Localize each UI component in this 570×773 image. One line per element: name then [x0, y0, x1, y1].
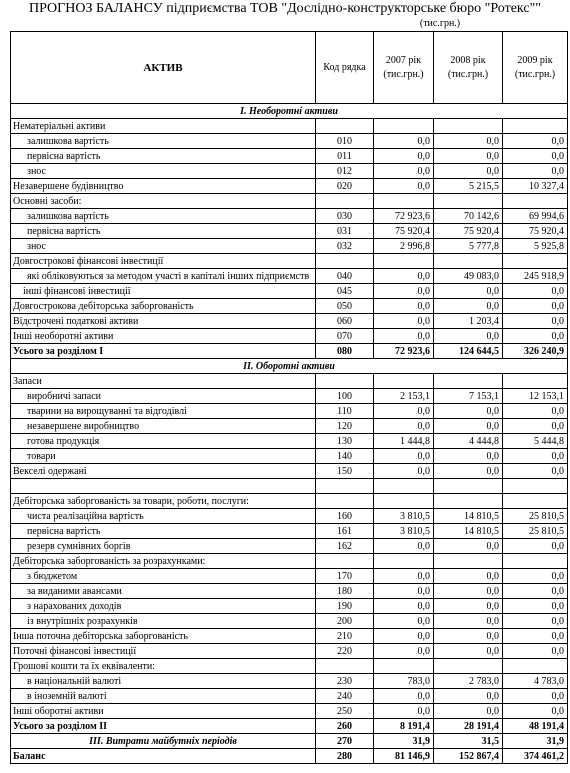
value-2009: 5 444,8 — [503, 434, 568, 449]
row-label: Незавершене будівництво — [11, 179, 316, 194]
value-2007: 0,0 — [374, 269, 434, 284]
table-row — [11, 269, 568, 284]
row-code: 260 — [316, 719, 374, 734]
table-row — [11, 644, 568, 659]
value-2007: 0,0 — [374, 689, 434, 704]
value-2008: 0,0 — [434, 449, 503, 464]
value-2009: 0,0 — [503, 419, 568, 434]
row-code: 161 — [316, 524, 374, 539]
table-row — [11, 344, 568, 359]
header-2007: 2007 рік (тис.грн.) — [374, 32, 434, 104]
value-2009: 0,0 — [503, 569, 568, 584]
table-row — [11, 659, 568, 674]
header-2009: 2009 рік (тис.грн.) — [503, 32, 568, 104]
document-title: ПРОГНОЗ БАЛАНСУ підприємства ТОВ "Дослідно-конструкторське бюро "Ротекс"" — [28, 1, 542, 16]
value-2009: 12 153,1 — [503, 389, 568, 404]
table-row — [11, 539, 568, 554]
row-label: Усього за розділом II — [11, 719, 316, 734]
row-label: Інші оборотні активи — [11, 704, 316, 719]
value-2008: 28 191,4 — [434, 719, 503, 734]
value-2007: 0,0 — [374, 329, 434, 344]
value-2009 — [503, 479, 568, 494]
value-2007: 0,0 — [374, 464, 434, 479]
row-code: 150 — [316, 464, 374, 479]
table-row — [11, 359, 568, 374]
value-2009 — [503, 374, 568, 389]
row-label: Дебіторська заборгованість за товари, роботи, послуги: — [11, 494, 316, 509]
value-2007 — [374, 194, 434, 209]
value-2007: 0,0 — [374, 584, 434, 599]
table-body — [11, 104, 568, 764]
row-code: 240 — [316, 689, 374, 704]
value-2009: 0,0 — [503, 539, 568, 554]
value-2007: 0,0 — [374, 704, 434, 719]
table-row — [11, 374, 568, 389]
value-2009: 0,0 — [503, 704, 568, 719]
row-code — [316, 554, 374, 569]
value-2009: 0,0 — [503, 149, 568, 164]
value-2007: 0,0 — [374, 164, 434, 179]
value-2007: 0,0 — [374, 299, 434, 314]
row-label: залишкова вартість — [11, 134, 316, 149]
value-2007: 783,0 — [374, 674, 434, 689]
table-row — [11, 254, 568, 269]
table-row — [11, 599, 568, 614]
row-label: в національній валюті — [11, 674, 316, 689]
table-row — [11, 314, 568, 329]
value-2007 — [374, 554, 434, 569]
header-2008: 2008 рік (тис.грн.) — [434, 32, 503, 104]
row-label: первісна вартість — [11, 224, 316, 239]
row-label: інші фінансові інвестиції — [11, 284, 316, 299]
value-2007: 0,0 — [374, 599, 434, 614]
row-label: Основні засоби: — [11, 194, 316, 209]
value-2008: 124 644,5 — [434, 344, 503, 359]
value-2007: 0,0 — [374, 134, 434, 149]
table-row — [11, 734, 568, 749]
value-2007: 75 920,4 — [374, 224, 434, 239]
table-row — [11, 434, 568, 449]
value-2009: 245 918,9 — [503, 269, 568, 284]
row-label: тварини на вирощуванні та відгодівлі — [11, 404, 316, 419]
value-2007: 0,0 — [374, 614, 434, 629]
value-2007: 3 810,5 — [374, 509, 434, 524]
row-label: чиста реалізаційна вартість — [11, 509, 316, 524]
value-2008: 0,0 — [434, 149, 503, 164]
table-row — [11, 404, 568, 419]
value-2007: 31,9 — [374, 734, 434, 749]
value-2008 — [434, 659, 503, 674]
value-2008: 1 203,4 — [434, 314, 503, 329]
value-2009: 0,0 — [503, 629, 568, 644]
row-code — [316, 254, 374, 269]
header-activ: АКТИВ — [11, 32, 316, 104]
value-2007: 0,0 — [374, 569, 434, 584]
table-row — [11, 614, 568, 629]
value-2008: 7 153,1 — [434, 389, 503, 404]
row-code: 080 — [316, 344, 374, 359]
row-code: 020 — [316, 179, 374, 194]
row-code: 100 — [316, 389, 374, 404]
value-2009: 10 327,4 — [503, 179, 568, 194]
header-code: Код рядка — [316, 32, 374, 104]
row-code: 170 — [316, 569, 374, 584]
table-row — [11, 329, 568, 344]
value-2007: 0,0 — [374, 149, 434, 164]
value-2008 — [434, 494, 503, 509]
value-2007 — [374, 374, 434, 389]
table-row — [11, 479, 568, 494]
row-label: первісна вартість — [11, 524, 316, 539]
table-row — [11, 104, 568, 119]
value-2008 — [434, 254, 503, 269]
table-row — [11, 419, 568, 434]
value-2007 — [374, 494, 434, 509]
value-2008: 0,0 — [434, 629, 503, 644]
value-2007: 72 923,6 — [374, 344, 434, 359]
row-label: в іноземній валюті — [11, 689, 316, 704]
value-2009: 48 191,4 — [503, 719, 568, 734]
row-code — [316, 119, 374, 134]
unit-label: (тис.грн.) — [419, 18, 461, 29]
table-row — [11, 704, 568, 719]
row-code: 120 — [316, 419, 374, 434]
table-row — [11, 524, 568, 539]
value-2008: 0,0 — [434, 704, 503, 719]
row-code: 220 — [316, 644, 374, 659]
row-code: 160 — [316, 509, 374, 524]
value-2009: 0,0 — [503, 404, 568, 419]
row-code: 045 — [316, 284, 374, 299]
value-2007: 0,0 — [374, 179, 434, 194]
value-2007: 72 923,6 — [374, 209, 434, 224]
table-row — [11, 239, 568, 254]
value-2007 — [374, 119, 434, 134]
value-2007 — [374, 659, 434, 674]
row-code: 070 — [316, 329, 374, 344]
value-2009: 75 920,4 — [503, 224, 568, 239]
table-row — [11, 194, 568, 209]
value-2008: 0,0 — [434, 599, 503, 614]
value-2008: 0,0 — [434, 464, 503, 479]
row-code: 250 — [316, 704, 374, 719]
value-2009: 0,0 — [503, 614, 568, 629]
value-2009: 374 461,2 — [503, 749, 568, 764]
row-label: із внутрішніх розрахунків — [11, 614, 316, 629]
value-2008: 5 777,8 — [434, 239, 503, 254]
row-label: III. Витрати майбутніх періодів — [11, 734, 316, 749]
table-row — [11, 449, 568, 464]
value-2009: 0,0 — [503, 284, 568, 299]
row-code: 012 — [316, 164, 374, 179]
row-label: Запаси — [11, 374, 316, 389]
value-2007: 0,0 — [374, 284, 434, 299]
value-2009 — [503, 194, 568, 209]
row-code — [316, 479, 374, 494]
row-label: з бюджетом — [11, 569, 316, 584]
table-row — [11, 629, 568, 644]
value-2009: 0,0 — [503, 644, 568, 659]
value-2008: 75 920,4 — [434, 224, 503, 239]
table-row — [11, 749, 568, 764]
table-row — [11, 464, 568, 479]
row-label: виробничі запаси — [11, 389, 316, 404]
row-code: 010 — [316, 134, 374, 149]
value-2008: 5 215,5 — [434, 179, 503, 194]
row-code: 110 — [316, 404, 374, 419]
row-code: 040 — [316, 269, 374, 284]
row-label — [11, 479, 316, 494]
row-label: Грошові кошти та їх еквіваленти: — [11, 659, 316, 674]
table-row — [11, 164, 568, 179]
row-code — [316, 659, 374, 674]
row-label: Дебіторська заборгованість за розрахунками: — [11, 554, 316, 569]
table-row — [11, 134, 568, 149]
row-label: Усього за розділом I — [11, 344, 316, 359]
table-row — [11, 299, 568, 314]
table-row — [11, 509, 568, 524]
value-2007: 0,0 — [374, 404, 434, 419]
row-label: первісна вартість — [11, 149, 316, 164]
row-code: 230 — [316, 674, 374, 689]
table-row — [11, 209, 568, 224]
section-heading: II. Оборотні активи — [11, 359, 568, 374]
value-2008: 0,0 — [434, 164, 503, 179]
table-row — [11, 719, 568, 734]
row-label: Відстрочені податкові активи — [11, 314, 316, 329]
value-2007: 0,0 — [374, 629, 434, 644]
table-row — [11, 569, 568, 584]
value-2007: 2 153,1 — [374, 389, 434, 404]
value-2008: 0,0 — [434, 299, 503, 314]
value-2008: 4 444,8 — [434, 434, 503, 449]
row-label: Інші необоротні активи — [11, 329, 316, 344]
row-code: 180 — [316, 584, 374, 599]
value-2007 — [374, 254, 434, 269]
value-2008: 0,0 — [434, 404, 503, 419]
row-label: Довгострокові фінансові інвестиції — [11, 254, 316, 269]
value-2008: 14 810,5 — [434, 524, 503, 539]
table-row — [11, 689, 568, 704]
value-2009 — [503, 119, 568, 134]
value-2008: 14 810,5 — [434, 509, 503, 524]
value-2009: 0,0 — [503, 449, 568, 464]
value-2009: 0,0 — [503, 599, 568, 614]
value-2009 — [503, 254, 568, 269]
row-code — [316, 494, 374, 509]
value-2008: 0,0 — [434, 689, 503, 704]
value-2008: 0,0 — [434, 419, 503, 434]
row-code: 210 — [316, 629, 374, 644]
row-label: Поточні фінансові інвестиції — [11, 644, 316, 659]
row-code: 200 — [316, 614, 374, 629]
row-code — [316, 374, 374, 389]
balance-table — [10, 31, 568, 764]
value-2007: 0,0 — [374, 449, 434, 464]
row-label: Векселі одержані — [11, 464, 316, 479]
row-label: незавершене виробництво — [11, 419, 316, 434]
table-header-row — [11, 32, 568, 104]
value-2007: 1 444,8 — [374, 434, 434, 449]
value-2008 — [434, 554, 503, 569]
value-2007: 81 146,9 — [374, 749, 434, 764]
value-2009 — [503, 554, 568, 569]
table-row — [11, 584, 568, 599]
value-2007: 0,0 — [374, 314, 434, 329]
value-2009: 0,0 — [503, 584, 568, 599]
value-2007: 2 996,8 — [374, 239, 434, 254]
value-2008 — [434, 374, 503, 389]
row-code: 011 — [316, 149, 374, 164]
value-2009: 25 810,5 — [503, 524, 568, 539]
section-heading: I. Необоротні активи — [11, 104, 568, 119]
row-code: 032 — [316, 239, 374, 254]
value-2008: 0,0 — [434, 584, 503, 599]
row-label: Баланс — [11, 749, 316, 764]
value-2009: 0,0 — [503, 329, 568, 344]
value-2008: 49 083,0 — [434, 269, 503, 284]
value-2008: 152 867,4 — [434, 749, 503, 764]
value-2008: 0,0 — [434, 329, 503, 344]
row-code: 130 — [316, 434, 374, 449]
table-row — [11, 224, 568, 239]
row-code: 031 — [316, 224, 374, 239]
row-code: 270 — [316, 734, 374, 749]
table-row — [11, 179, 568, 194]
row-code: 190 — [316, 599, 374, 614]
value-2008: 0,0 — [434, 644, 503, 659]
row-label: які обліковуються за методом участі в капіталі інших підприємств — [11, 269, 316, 284]
row-code: 162 — [316, 539, 374, 554]
table-row — [11, 674, 568, 689]
value-2007: 0,0 — [374, 644, 434, 659]
value-2009: 25 810,5 — [503, 509, 568, 524]
row-label: за виданими авансами — [11, 584, 316, 599]
value-2008: 0,0 — [434, 284, 503, 299]
row-code: 280 — [316, 749, 374, 764]
table-row — [11, 554, 568, 569]
value-2008 — [434, 194, 503, 209]
table-row — [11, 149, 568, 164]
row-label: знос — [11, 239, 316, 254]
value-2007: 3 810,5 — [374, 524, 434, 539]
value-2009: 0,0 — [503, 164, 568, 179]
value-2009: 0,0 — [503, 464, 568, 479]
value-2009 — [503, 659, 568, 674]
value-2008: 2 783,0 — [434, 674, 503, 689]
row-label: знос — [11, 164, 316, 179]
value-2009: 4 783,0 — [503, 674, 568, 689]
value-2009: 31,9 — [503, 734, 568, 749]
value-2008: 70 142,6 — [434, 209, 503, 224]
value-2008 — [434, 119, 503, 134]
value-2009 — [503, 494, 568, 509]
row-code: 030 — [316, 209, 374, 224]
row-code: 060 — [316, 314, 374, 329]
value-2009: 0,0 — [503, 314, 568, 329]
row-code: 050 — [316, 299, 374, 314]
row-label: Інша поточна дебіторська заборгованість — [11, 629, 316, 644]
row-label: Нематеріальні активи — [11, 119, 316, 134]
value-2007: 8 191,4 — [374, 719, 434, 734]
value-2009: 0,0 — [503, 134, 568, 149]
row-code — [316, 194, 374, 209]
row-label: з нарахованих доходів — [11, 599, 316, 614]
value-2009: 5 925,8 — [503, 239, 568, 254]
value-2009: 326 240,9 — [503, 344, 568, 359]
value-2007: 0,0 — [374, 539, 434, 554]
row-label: резерв сумнівних боргів — [11, 539, 316, 554]
value-2008: 31,5 — [434, 734, 503, 749]
table-row — [11, 119, 568, 134]
row-label: товари — [11, 449, 316, 464]
value-2008 — [434, 479, 503, 494]
value-2008: 0,0 — [434, 539, 503, 554]
value-2009: 69 994,6 — [503, 209, 568, 224]
value-2008: 0,0 — [434, 569, 503, 584]
row-label: готова продукція — [11, 434, 316, 449]
table-row — [11, 494, 568, 509]
value-2009: 0,0 — [503, 299, 568, 314]
table-row — [11, 284, 568, 299]
value-2008: 0,0 — [434, 614, 503, 629]
value-2009: 0,0 — [503, 689, 568, 704]
value-2007: 0,0 — [374, 419, 434, 434]
value-2007 — [374, 479, 434, 494]
row-label: залишкова вартість — [11, 209, 316, 224]
table-row — [11, 389, 568, 404]
row-label: Довгострокова дебіторська заборгованість — [11, 299, 316, 314]
value-2008: 0,0 — [434, 134, 503, 149]
row-code: 140 — [316, 449, 374, 464]
